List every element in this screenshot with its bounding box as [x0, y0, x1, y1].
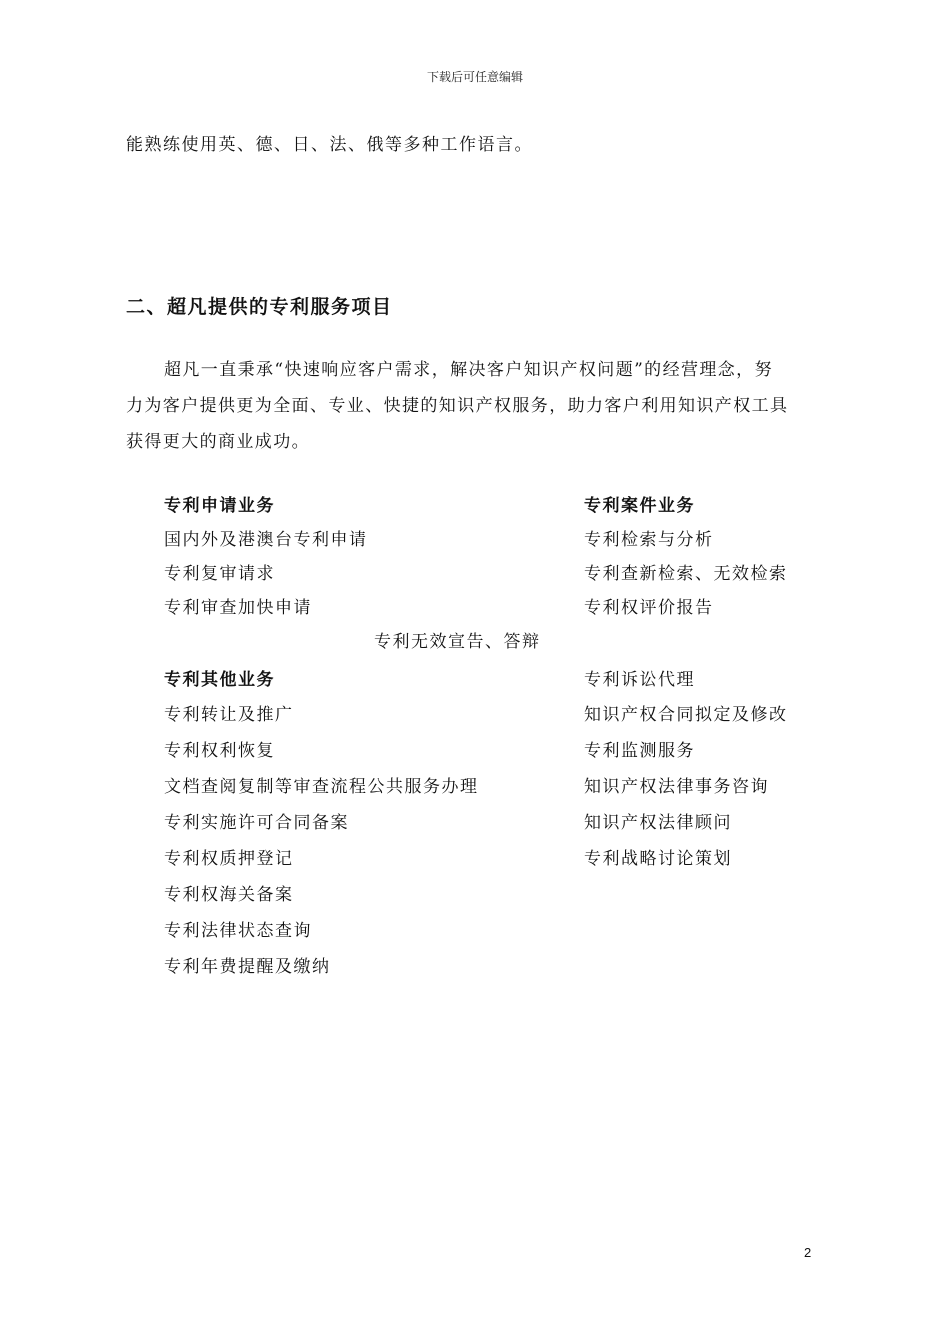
service-item: 专利诉讼代理 — [584, 670, 695, 690]
paragraph-line: 获得更大的商业成功。 — [126, 432, 310, 452]
service-item: 专利法律状态查询 — [164, 921, 312, 941]
service-item-centered: 专利无效宣告、答辩 — [374, 632, 541, 652]
service-item: 专利监测服务 — [584, 741, 695, 761]
section-paragraph — [126, 352, 818, 460]
section-title: 二、超凡提供的专利服务项目 — [126, 296, 393, 318]
service-item: 知识产权合同拟定及修改 — [584, 705, 788, 725]
service-item: 文档查阅复制等审查流程公共服务办理 — [164, 777, 479, 797]
service-item: 专利复审请求 — [164, 564, 275, 584]
service-item: 专利战略讨论策划 — [584, 849, 732, 869]
service-item: 专利查新检索、无效检索 — [584, 564, 788, 584]
service-item: 知识产权法律事务咨询 — [584, 777, 769, 797]
service-item: 专利实施许可合同备案 — [164, 813, 349, 833]
page-header: 下载后可任意编辑 — [426, 70, 523, 84]
patent-application-heading: 专利申请业务 — [164, 496, 275, 516]
service-item: 专利年费提醒及缴纳 — [164, 957, 331, 977]
paragraph-line: 超凡一直秉承“快速响应客户需求，解决客户知识产权问题”的经营理念，努 — [164, 360, 773, 380]
service-item: 专利权评价报告 — [584, 598, 714, 618]
patent-case-heading: 专利案件业务 — [584, 496, 695, 516]
service-item: 专利转让及推广 — [164, 705, 294, 725]
service-item: 知识产权法律顾问 — [584, 813, 732, 833]
service-item: 专利权质押登记 — [164, 849, 294, 869]
page-number: 2 — [804, 1245, 812, 1260]
service-item: 专利检索与分析 — [584, 530, 714, 550]
service-item: 专利权利恢复 — [164, 741, 275, 761]
patent-other-heading: 专利其他业务 — [164, 670, 275, 690]
service-item: 专利审查加快申请 — [164, 598, 312, 618]
service-item: 专利权海关备案 — [164, 885, 294, 905]
intro-line: 能熟练使用英、德、日、法、俄等多种工作语言。 — [126, 135, 533, 155]
paragraph-line: 力为客户提供更为全面、专业、快捷的知识产权服务，助力客户利用知识产权工具 — [126, 396, 789, 416]
service-item: 国内外及港澳台专利申请 — [164, 530, 368, 550]
